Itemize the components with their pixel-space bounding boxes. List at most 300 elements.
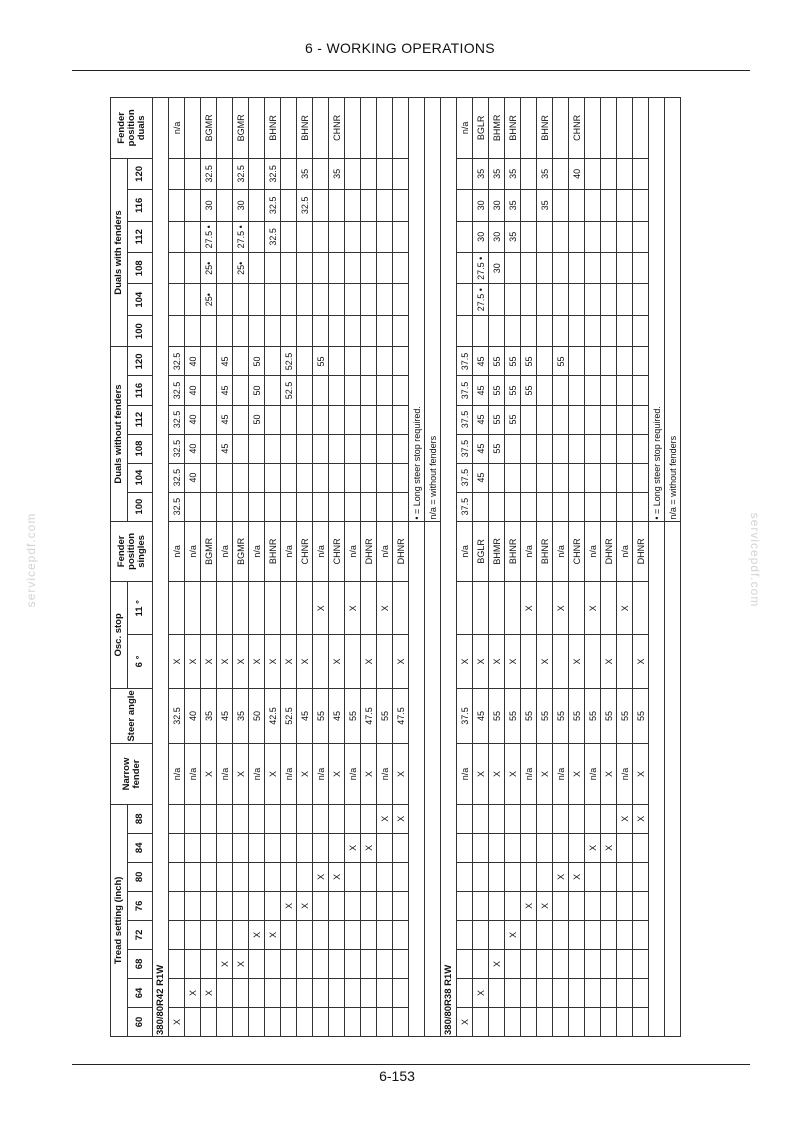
tread-cell — [265, 978, 281, 1007]
duals-with-cell — [345, 158, 361, 189]
duals-without-cell — [585, 463, 601, 492]
tread-cell — [601, 804, 617, 833]
tread-cell — [569, 804, 585, 833]
tread-cell — [265, 862, 281, 891]
osc-stop-cell: X — [185, 635, 201, 688]
duals-with-cell — [617, 221, 633, 252]
duals-without-cell — [265, 434, 281, 463]
table-row — [185, 98, 201, 1037]
fender-position-singles-cell: n/a — [617, 521, 633, 581]
tread-cell — [345, 1007, 361, 1036]
duals-without-cell: 45 — [473, 463, 489, 492]
osc-stop-cell — [473, 582, 489, 635]
fender-position-duals-cell — [281, 98, 297, 159]
tread-cell — [185, 1007, 201, 1036]
tread-cell — [489, 920, 505, 949]
tread-cell: X — [521, 891, 537, 920]
duals-with-cell — [345, 221, 361, 252]
duals-without-col-112-header: 112 — [128, 405, 153, 434]
tread-cell: X — [585, 833, 601, 862]
duals-without-cell — [329, 434, 345, 463]
duals-without-cell — [313, 434, 329, 463]
duals-with-cell: 32.5 — [265, 190, 281, 221]
duals-without-cell: 37.5 — [457, 492, 473, 521]
tread-cell — [617, 949, 633, 978]
duals-with-cell — [281, 221, 297, 252]
tread-cell — [185, 833, 201, 862]
duals-without-cell: 45 — [217, 405, 233, 434]
section-row — [441, 98, 457, 1037]
tread-cell — [473, 891, 489, 920]
duals-with-cell — [345, 253, 361, 284]
tread-cell — [457, 949, 473, 978]
tread-cell — [201, 920, 217, 949]
tread-cell — [361, 804, 377, 833]
duals-without-cell — [617, 376, 633, 405]
duals-with-cell — [185, 284, 201, 315]
fender-position-singles-cell: DHNR — [633, 521, 649, 581]
tread-cell — [217, 833, 233, 862]
note-row — [649, 98, 665, 1037]
duals-with-cell — [361, 284, 377, 315]
duals-with-cell: 35 — [489, 158, 505, 189]
fender-position-singles-cell: BHNR — [505, 521, 521, 581]
duals-without-cell — [265, 492, 281, 521]
fender-position-singles-cell: CHNR — [297, 521, 313, 581]
tread-cell — [185, 804, 201, 833]
tread-cell: X — [457, 1007, 473, 1036]
tread-cell — [361, 1007, 377, 1036]
tread-cell — [217, 891, 233, 920]
duals-with-cell — [585, 315, 601, 346]
tread-settings-table-region — [110, 97, 678, 1037]
osc-stop-cell: X — [393, 635, 409, 688]
duals-without-cell — [569, 405, 585, 434]
tread-cell — [393, 891, 409, 920]
tread-cell — [377, 920, 393, 949]
duals-with-cell — [313, 253, 329, 284]
duals-without-col-108-header: 108 — [128, 434, 153, 463]
duals-with-fenders-header: Duals with fenders — [111, 158, 128, 347]
duals-with-cell: 35 — [473, 158, 489, 189]
duals-without-cell — [601, 405, 617, 434]
duals-without-cell — [265, 463, 281, 492]
duals-without-cell — [281, 405, 297, 434]
tread-cell — [393, 1007, 409, 1036]
fender-position-duals-cell — [393, 98, 409, 159]
fender-position-singles-cell: n/a — [457, 521, 473, 581]
fender-position-singles-cell: n/a — [313, 521, 329, 581]
table-row — [249, 98, 265, 1037]
duals-with-cell — [217, 190, 233, 221]
duals-without-cell — [313, 492, 329, 521]
duals-with-cell — [553, 315, 569, 346]
osc-stop-cell: X — [217, 635, 233, 688]
tread-cell — [169, 978, 185, 1007]
duals-without-cell — [201, 434, 217, 463]
duals-with-cell — [281, 284, 297, 315]
duals-without-cell: 40 — [185, 405, 201, 434]
narrow-fender-cell: X — [233, 744, 249, 804]
fender-position-singles-cell: n/a — [377, 521, 393, 581]
duals-with-cell: 35 — [505, 221, 521, 252]
duals-with-cell — [585, 190, 601, 221]
note-row — [425, 98, 441, 1037]
fender-position-singles-cell: n/a — [345, 521, 361, 581]
narrow-fender-cell: n/a — [617, 744, 633, 804]
duals-with-cell — [169, 315, 185, 346]
table-row — [361, 98, 377, 1037]
duals-without-cell — [201, 376, 217, 405]
tread-col-72-header: 72 — [128, 920, 153, 949]
duals-without-cell — [345, 463, 361, 492]
narrow-fender-cell: X — [297, 744, 313, 804]
duals-with-cell: 35 — [505, 190, 521, 221]
duals-without-cell — [601, 376, 617, 405]
tread-col-84-header: 84 — [128, 833, 153, 862]
osc-stop-cell: X — [297, 635, 313, 688]
table-row — [489, 98, 505, 1037]
duals-without-cell — [633, 463, 649, 492]
watermark-right: servicepdf.com — [748, 512, 762, 608]
duals-with-cell — [489, 284, 505, 315]
duals-without-cell — [297, 492, 313, 521]
tread-cell — [521, 920, 537, 949]
steer-angle-cell: 35 — [233, 688, 249, 744]
duals-with-cell — [185, 190, 201, 221]
duals-with-cell — [601, 190, 617, 221]
tread-cell: X — [505, 920, 521, 949]
steer-angle-cell: 42.5 — [265, 688, 281, 744]
table-row — [521, 98, 537, 1037]
duals-without-cell: 45 — [217, 434, 233, 463]
duals-with-cell — [393, 221, 409, 252]
duals-without-cell: 32.5 — [169, 463, 185, 492]
tread-cell — [617, 862, 633, 891]
duals-with-cell: 25• — [201, 253, 217, 284]
duals-without-cell — [393, 405, 409, 434]
narrow-fender-cell: X — [329, 744, 345, 804]
tread-cell — [201, 891, 217, 920]
duals-without-cell — [505, 463, 521, 492]
table-row — [313, 98, 329, 1037]
duals-with-cell — [457, 253, 473, 284]
osc-stop-cell — [169, 582, 185, 635]
osc-stop-cell — [217, 582, 233, 635]
osc-stop-header: Osc. stop — [111, 582, 128, 688]
osc-stop-cell — [329, 582, 345, 635]
tread-cell — [633, 949, 649, 978]
duals-with-cell: 30 — [473, 221, 489, 252]
tread-col-60-header: 60 — [128, 1007, 153, 1036]
duals-without-cell — [297, 405, 313, 434]
tread-cell: X — [361, 833, 377, 862]
duals-with-cell: 30 — [489, 253, 505, 284]
steer-angle-cell: 55 — [617, 688, 633, 744]
duals-with-cell — [521, 221, 537, 252]
tread-cell: X — [169, 1007, 185, 1036]
tread-cell — [377, 1007, 393, 1036]
fender-position-singles-cell: n/a — [553, 521, 569, 581]
duals-with-cell — [569, 253, 585, 284]
duals-with-cell — [329, 253, 345, 284]
duals-without-cell — [201, 405, 217, 434]
table-row — [281, 98, 297, 1037]
tread-cell — [169, 891, 185, 920]
duals-without-cell — [633, 434, 649, 463]
fender-position-singles-cell: DHNR — [393, 521, 409, 581]
narrow-fender-cell: n/a — [377, 744, 393, 804]
duals-without-cell: 50 — [249, 347, 265, 376]
tread-cell: X — [617, 804, 633, 833]
duals-without-cell — [537, 347, 553, 376]
osc-stop-cell — [313, 635, 329, 688]
duals-without-cell — [217, 463, 233, 492]
duals-without-cell — [377, 434, 393, 463]
steer-angle-cell: 55 — [585, 688, 601, 744]
tread-cell — [249, 1007, 265, 1036]
tread-cell — [201, 949, 217, 978]
duals-without-cell — [553, 434, 569, 463]
duals-with-cell — [313, 315, 329, 346]
fender-position-singles-cell: BGLR — [473, 521, 489, 581]
duals-with-cell: 32.5 — [297, 190, 313, 221]
tread-cell — [217, 1007, 233, 1036]
duals-without-cell — [553, 405, 569, 434]
osc-stop-cell: X — [537, 635, 553, 688]
duals-without-cell — [377, 405, 393, 434]
duals-without-cell — [585, 492, 601, 521]
duals-without-cell: 55 — [521, 347, 537, 376]
tread-cell — [537, 804, 553, 833]
tread-cell — [585, 1007, 601, 1036]
duals-without-cell — [281, 434, 297, 463]
duals-without-cell — [617, 405, 633, 434]
duals-without-cell — [313, 376, 329, 405]
narrow-fender-cell: X — [473, 744, 489, 804]
narrow-fender-cell: X — [537, 744, 553, 804]
tread-cell — [505, 1007, 521, 1036]
fender-position-duals-cell — [521, 98, 537, 159]
duals-with-cell — [553, 253, 569, 284]
duals-without-cell: 55 — [505, 376, 521, 405]
tread-cell — [585, 862, 601, 891]
tread-cell — [281, 1007, 297, 1036]
duals-with-cell — [281, 158, 297, 189]
tread-cell — [345, 804, 361, 833]
fender-position-singles-cell: BGMR — [233, 521, 249, 581]
duals-with-cell — [345, 190, 361, 221]
tread-cell — [217, 920, 233, 949]
duals-with-cell — [457, 315, 473, 346]
tread-cell — [569, 920, 585, 949]
duals-without-cell: 45 — [473, 376, 489, 405]
fender-position-duals-cell — [553, 98, 569, 159]
tread-cell — [201, 804, 217, 833]
tread-cell — [457, 978, 473, 1007]
tread-cell — [217, 804, 233, 833]
osc-stop-cell: X — [265, 635, 281, 688]
duals-with-cell: 30 — [489, 221, 505, 252]
duals-with-cell — [585, 253, 601, 284]
tread-cell — [617, 1007, 633, 1036]
duals-without-cell — [537, 463, 553, 492]
tread-cell — [185, 862, 201, 891]
duals-without-cell — [297, 463, 313, 492]
duals-with-col-104-header: 104 — [128, 284, 153, 315]
note-spacer — [425, 521, 441, 1036]
fender-position-duals-cell: BGMR — [233, 98, 249, 159]
tread-cell: X — [313, 862, 329, 891]
fender-position-singles-cell: BHNR — [537, 521, 553, 581]
duals-with-cell: 27.5 • — [473, 253, 489, 284]
duals-with-cell — [393, 315, 409, 346]
narrow-fender-cell: n/a — [345, 744, 361, 804]
duals-with-cell — [249, 315, 265, 346]
duals-without-cell — [553, 376, 569, 405]
duals-with-cell — [169, 253, 185, 284]
duals-with-cell — [329, 284, 345, 315]
table-row — [537, 98, 553, 1037]
duals-without-cell — [345, 347, 361, 376]
steer-angle-cell: 47.5 — [393, 688, 409, 744]
osc-stop-cell: X — [329, 635, 345, 688]
duals-without-cell — [585, 434, 601, 463]
duals-without-cell: 40 — [185, 463, 201, 492]
duals-with-cell — [617, 190, 633, 221]
tread-cell — [281, 804, 297, 833]
tread-cell — [393, 862, 409, 891]
fender-position-duals-cell — [377, 98, 393, 159]
duals-without-cell: 32.5 — [169, 492, 185, 521]
section-title: 380/80R42 R1W — [153, 98, 169, 1037]
duals-without-cell: 40 — [185, 376, 201, 405]
duals-with-cell — [377, 158, 393, 189]
duals-with-cell: 35 — [329, 158, 345, 189]
tread-cell: X — [217, 949, 233, 978]
duals-without-cell — [633, 492, 649, 521]
duals-without-fenders-header: Duals without fenders — [111, 347, 128, 521]
tread-cell — [217, 978, 233, 1007]
tread-cell — [585, 891, 601, 920]
tread-cell — [201, 833, 217, 862]
duals-with-cell — [393, 158, 409, 189]
table-row — [585, 98, 601, 1037]
tread-cell — [281, 833, 297, 862]
osc-stop-cell: X — [617, 582, 633, 635]
tread-cell — [457, 862, 473, 891]
duals-with-cell — [249, 158, 265, 189]
tread-cell — [473, 920, 489, 949]
osc-stop-cell: X — [569, 635, 585, 688]
duals-without-cell — [505, 492, 521, 521]
tread-cell — [633, 978, 649, 1007]
osc-stop-cell — [297, 582, 313, 635]
duals-with-cell — [217, 253, 233, 284]
note-spacer — [649, 521, 665, 1036]
table-row — [377, 98, 393, 1037]
duals-with-cell — [281, 253, 297, 284]
fender-position-singles-cell: BGMR — [201, 521, 217, 581]
osc-stop-cell — [185, 582, 201, 635]
fender-position-singles-cell: DHNR — [361, 521, 377, 581]
section-row — [153, 98, 169, 1037]
tread-cell — [313, 891, 329, 920]
duals-with-cell — [633, 158, 649, 189]
tread-cell — [329, 833, 345, 862]
table-row — [233, 98, 249, 1037]
tread-cell: X — [489, 949, 505, 978]
osc-col-header: 6 ° — [128, 635, 153, 688]
tread-cell — [297, 862, 313, 891]
fender-position-singles-cell: DHNR — [601, 521, 617, 581]
duals-without-cell — [585, 405, 601, 434]
tread-cell — [617, 891, 633, 920]
table-row — [505, 98, 521, 1037]
tread-col-68-header: 68 — [128, 949, 153, 978]
duals-without-cell — [201, 347, 217, 376]
duals-without-cell — [361, 492, 377, 521]
duals-with-cell — [569, 221, 585, 252]
fender-position-duals-cell — [185, 98, 201, 159]
duals-with-cell — [473, 315, 489, 346]
duals-without-cell — [537, 492, 553, 521]
duals-with-cell: 27.5 • — [473, 284, 489, 315]
tread-cell: X — [537, 891, 553, 920]
tread-cell — [569, 1007, 585, 1036]
duals-with-cell — [361, 315, 377, 346]
duals-without-cell: 37.5 — [457, 347, 473, 376]
duals-with-cell: 35 — [537, 190, 553, 221]
duals-without-cell — [569, 492, 585, 521]
duals-with-cell — [377, 190, 393, 221]
duals-with-cell — [585, 284, 601, 315]
tread-cell — [537, 920, 553, 949]
table-note: • = Long steer stop required. — [409, 98, 425, 522]
table-row — [393, 98, 409, 1037]
duals-with-cell — [553, 158, 569, 189]
duals-with-cell — [521, 190, 537, 221]
duals-without-col-120-header: 120 — [128, 347, 153, 376]
duals-with-col-100-header: 100 — [128, 315, 153, 346]
tread-cell — [201, 1007, 217, 1036]
steer-angle-cell: 45 — [217, 688, 233, 744]
tread-cell — [601, 1007, 617, 1036]
note-spacer — [409, 521, 425, 1036]
duals-without-cell — [489, 492, 505, 521]
tread-cell: X — [281, 891, 297, 920]
tread-cell: X — [569, 862, 585, 891]
tread-cell — [233, 804, 249, 833]
duals-with-cell — [217, 284, 233, 315]
narrow-fender-cell: n/a — [281, 744, 297, 804]
footer-rule — [72, 1064, 750, 1065]
tread-cell — [553, 978, 569, 1007]
tread-cell: X — [201, 978, 217, 1007]
narrow-fender-cell: X — [505, 744, 521, 804]
duals-without-cell — [361, 463, 377, 492]
duals-without-cell — [489, 463, 505, 492]
tread-cell — [265, 804, 281, 833]
steer-angle-cell: 52.5 — [281, 688, 297, 744]
duals-with-cell: 35 — [297, 158, 313, 189]
osc-stop-cell — [617, 635, 633, 688]
steer-angle-cell: 55 — [633, 688, 649, 744]
duals-with-cell: 32.5 — [265, 221, 281, 252]
duals-with-cell — [457, 221, 473, 252]
steer-angle-cell: 55 — [377, 688, 393, 744]
tread-cell — [313, 833, 329, 862]
